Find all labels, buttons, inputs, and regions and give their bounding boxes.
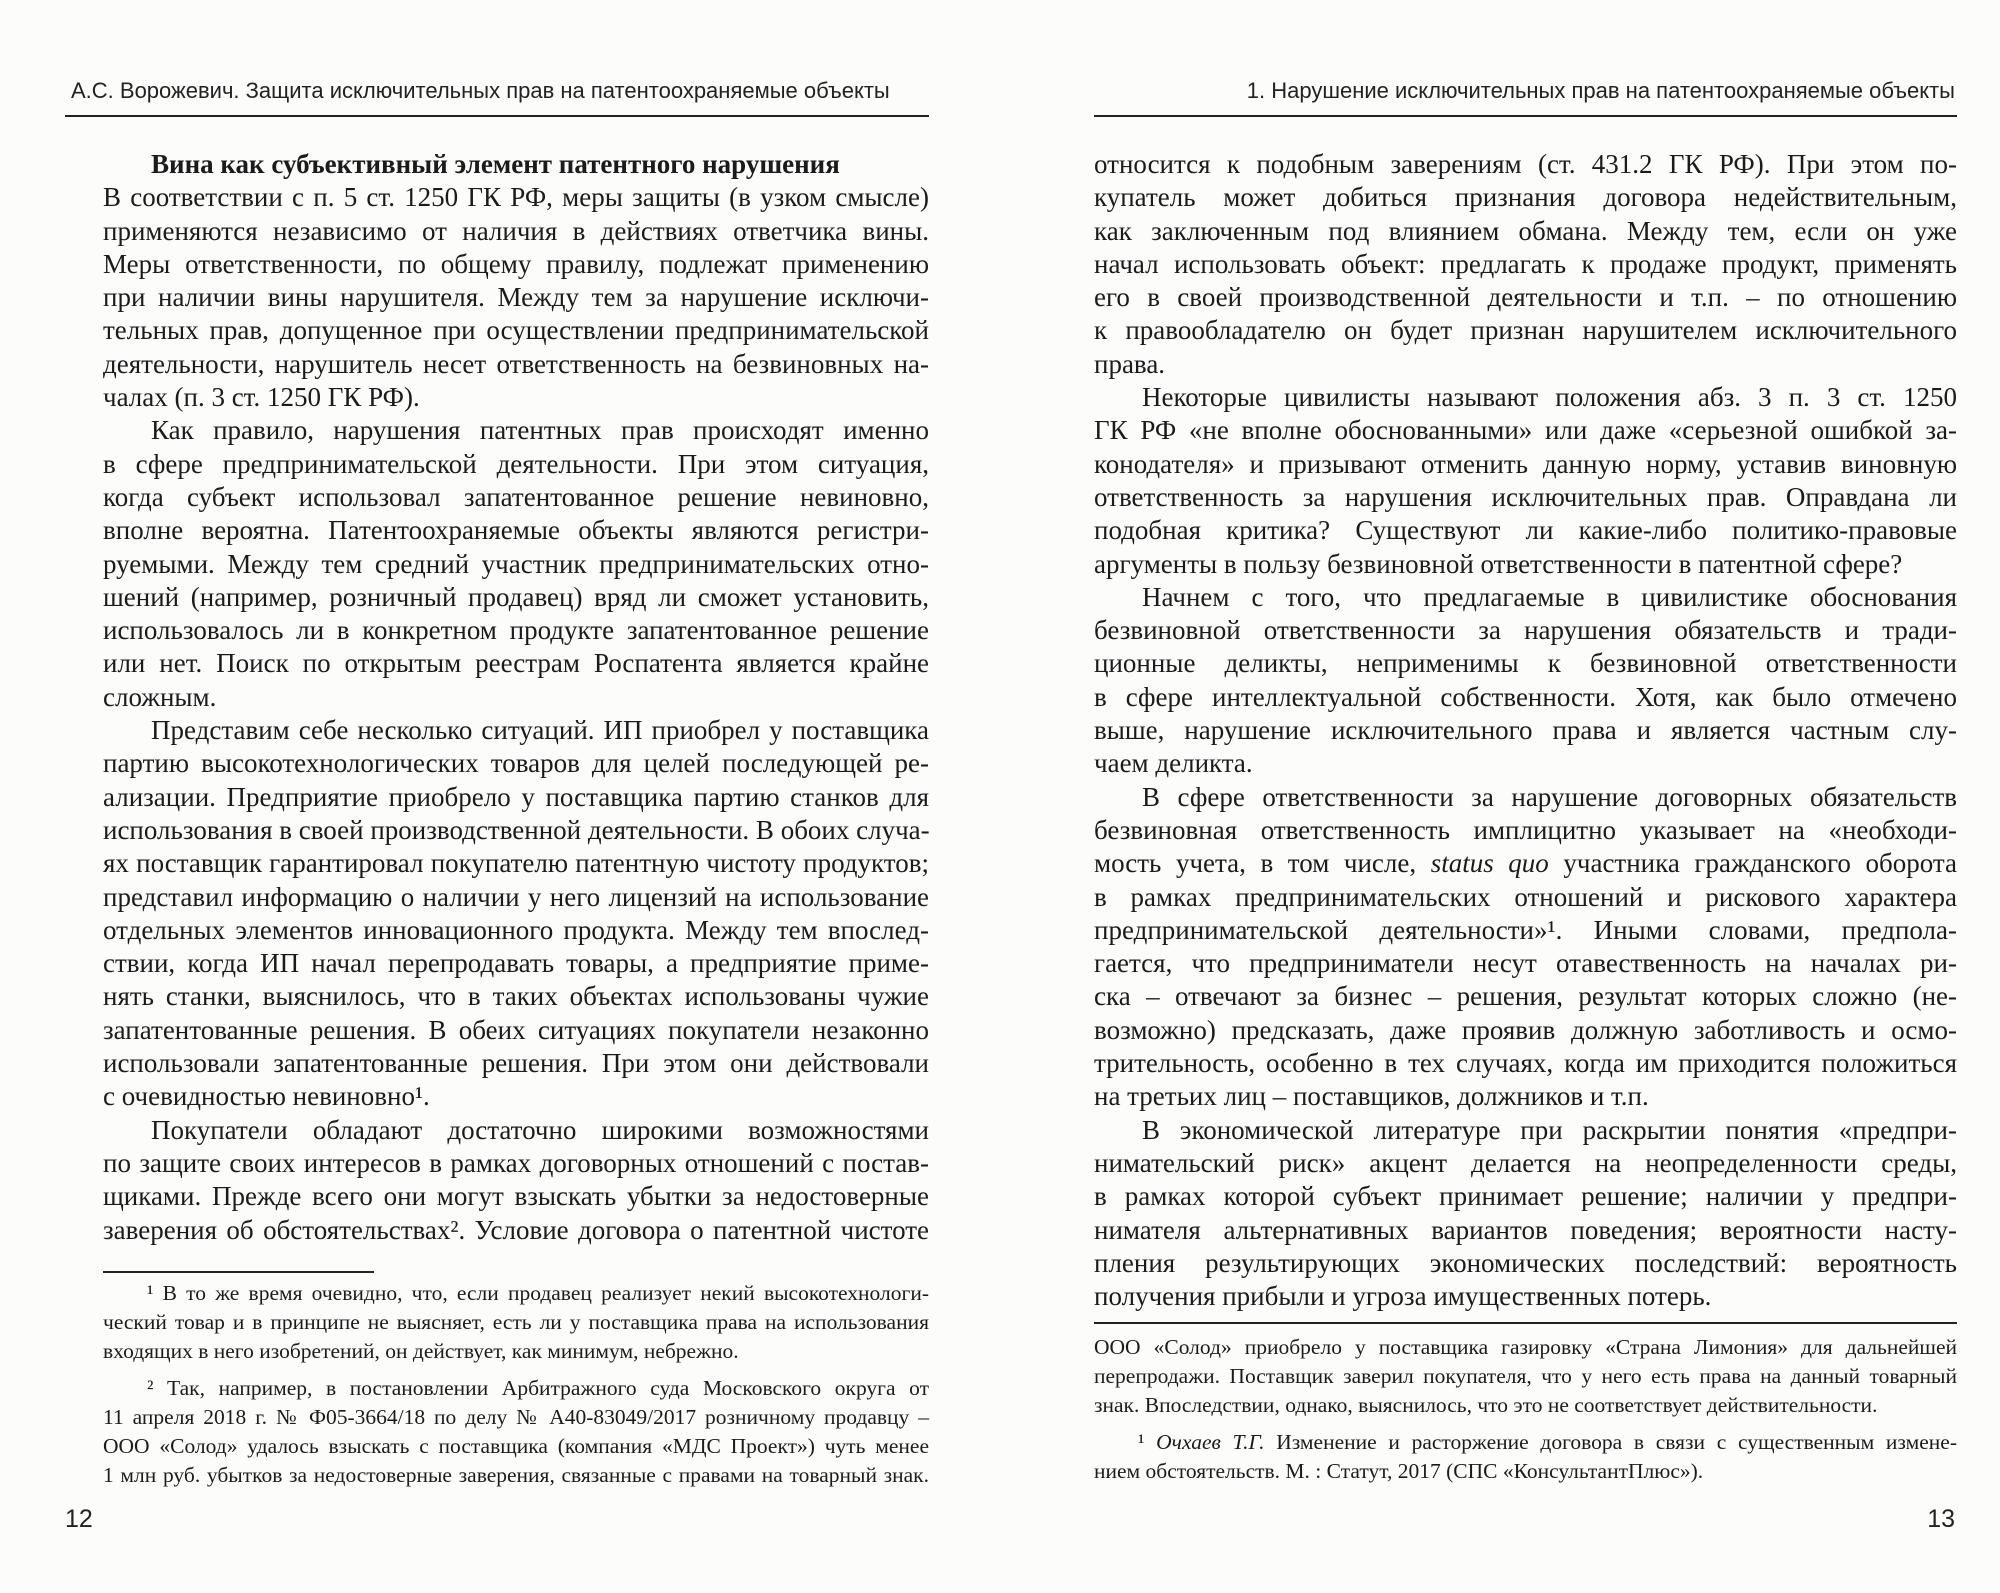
- italic-text: Очхаев Т.Г.: [1156, 1430, 1265, 1454]
- text-line: подобная критика? Существуют ли какие-либо политико-правовые: [1094, 515, 1957, 546]
- footnote-line: ческий товар и в принципе не выясняет, есть ли у поставщика права на использования: [103, 1310, 929, 1334]
- text-line: ответственность за нарушения исключительных прав. Оправдана ли: [1094, 481, 1957, 512]
- footnote-line: перепродажи. Поставщик заверил покупателя, что у него есть права на данный товарный: [1094, 1364, 1957, 1388]
- header-rule-left: [65, 115, 929, 117]
- text-line: конодателя» и призывают отменить данную норму, уставив виновную: [1094, 448, 1957, 479]
- section-heading: Вина как субъективный элемент патентного нарушения: [151, 149, 840, 179]
- text-segment: Изменение и расторжение договора в связи с существенным измене-: [1264, 1430, 1957, 1454]
- text-line: безвиновная ответственность имплицитно указывает на «необходи-: [1094, 814, 1957, 845]
- footnote-line: ООО «Солод» удалось взыскать с поставщика (компания «МДС Проект») чуть менее: [103, 1434, 929, 1458]
- text-line: с очевидностью невиновно¹.: [103, 1081, 430, 1112]
- text-line: аргументы в пользу безвиновной ответственности в патентной сфере?: [1094, 548, 1903, 579]
- text-line: нимательский риск» акцент делается на неопределенности среды,: [1094, 1147, 1957, 1178]
- text-line: сложным.: [103, 681, 217, 712]
- text-line: шений (например, розничный продавец) вряд ли сможет установить,: [103, 581, 929, 612]
- page-number-left: 12: [65, 1505, 93, 1533]
- text-line: пления результирующих экономических последствий: вероятность: [1094, 1247, 1957, 1278]
- text-line: Как правило, нарушения патентных прав происходят именно: [151, 415, 929, 446]
- footnote-separator-right: [1094, 1322, 1957, 1324]
- text-line: представил информацию о наличии у него лицензий на использование: [103, 881, 929, 912]
- footnote-line: 11 апреля 2018 г. № Ф05-3664/18 по делу № А40-83049/2017 розничному продавцу –: [103, 1405, 929, 1429]
- text-line: трительность, особенно в тех случаях, когда им приходится положиться: [1094, 1048, 1957, 1079]
- text-line: Покупатели обладают достаточно широкими возможностями: [151, 1114, 929, 1145]
- text-line: относится к подобным заверениям (ст. 431.2 ГК РФ). При этом по-: [1094, 149, 1957, 179]
- footnote-line: ООО «Солод» приобрело у поставщика газировку «Страна Лимония» для дальнейшей: [1094, 1335, 1957, 1359]
- header-rule-right: [1094, 115, 1957, 117]
- text-line: использования в своей производственной деятельности. В обоих случа-: [103, 814, 930, 845]
- text-line: купатель может добиться признания договора недействительным,: [1094, 182, 1957, 213]
- text-line: отдельных элементов инновационного продукта. Между тем впослед-: [103, 914, 929, 945]
- text-line: безвиновной ответственности за нарушения обязательств и тради-: [1094, 615, 1957, 646]
- text-line: его в своей производственной деятельности и т.п. – по отношению: [1094, 282, 1957, 313]
- text-line: чалах (п. 3 ст. 1250 ГК РФ).: [103, 382, 420, 413]
- text-line: в рамках которой субъект принимает решение; наличии у предпри-: [1094, 1181, 1957, 1212]
- footnote-line: ¹ В то же время очевидно, что, если продавец реализует некий высокотехнологи-: [147, 1281, 929, 1305]
- text-line: или нет. Поиск по открытым реестрам Роспатента является крайне: [103, 648, 929, 679]
- text-line: в рамках предпринимательских отношений и рискового характера: [1094, 881, 1957, 912]
- page-number-right: 13: [1927, 1505, 1955, 1533]
- text-line: гается, что предприниматели несут отавественность на началах ри-: [1094, 948, 1957, 979]
- text-line: вполне вероятна. Патентоохраняемые объекты являются регистри-: [103, 515, 929, 546]
- text-line: нимателя альтернативных вариантов поведения; вероятности насту-: [1094, 1214, 1957, 1245]
- text-line: получения прибыли и угроза имущественных потерь.: [1094, 1281, 1712, 1312]
- running-header-right: 1. Нарушение исключительных прав на патентоохраняемые объекты: [1246, 78, 1955, 103]
- footnote-line: входящих в него изобретений, он действует, как минимум, небрежно.: [103, 1339, 739, 1363]
- text-segment: участника гражданского оборота: [1548, 848, 1957, 879]
- text-line: в сфере предпринимательской деятельности. При этом ситуация,: [103, 448, 929, 479]
- text-line: партию высокотехнологических товаров для целей последующей ре-: [103, 748, 929, 779]
- text-line: начал использовать объект: предлагать к продаже продукт, применять: [1094, 248, 1957, 279]
- text-line: заверения об обстоятельствах². Условие договора о патентной чистоте: [103, 1214, 929, 1245]
- text-line: возможно) предсказать, даже проявив должную заботливость и осмо-: [1094, 1014, 1957, 1045]
- text-line: деятельности, нарушитель несет ответственность на безвиновных на-: [103, 348, 929, 379]
- footnote-line: [1094, 1428, 1957, 1457]
- body-text-right: [1094, 148, 1957, 1313]
- text-line: при наличии вины нарушителя. Между тем за нарушение исключи-: [103, 282, 929, 313]
- footnote-line: 1 млн руб. убытков за недостоверные заверения, связанные с правами на товарный знак.: [103, 1463, 929, 1487]
- footnote-separator-left: [103, 1271, 374, 1273]
- text-line: права.: [1094, 348, 1166, 379]
- text-line: чаем деликта.: [1094, 748, 1253, 779]
- text-segment: ¹: [1138, 1430, 1157, 1454]
- text-line: Начнем с того, что предлагаемые в цивилистике обоснования: [1142, 581, 1957, 612]
- text-line: тельных прав, допущенное при осуществлении предпринимательской: [103, 315, 929, 346]
- text-line: ях поставщик гарантировал покупателю патентную чистоту продуктов;: [103, 848, 929, 879]
- text-line: когда субъект использовал запатентованное решение невиновно,: [103, 481, 929, 512]
- text-line: Некоторые цивилисты называют положения абз. 3 п. 3 ст. 1250: [1142, 382, 1957, 413]
- text-line: в сфере интеллектуальной собственности. Хотя, как было отмечено: [1094, 681, 1957, 712]
- footnotes-left: [103, 1279, 929, 1490]
- text-line: ска – отвечают за бизнес – решения, результат которых сложно (не-: [1094, 981, 1957, 1012]
- text-line: к правообладателю он будет признан нарушителем исключительного: [1094, 315, 1957, 346]
- text-line: по защите своих интересов в рамках договорных отношений с постав-: [103, 1147, 929, 1178]
- text-line: руемыми. Между тем средний участник предпринимательских отно-: [103, 548, 929, 579]
- text-line: ализации. Предприятие приобрело у поставщика партию станков для: [103, 781, 929, 812]
- text-line: использовалось ли в конкретном продукте запатентованное решение: [103, 615, 929, 646]
- text-line: В соответствии с п. 5 ст. 1250 ГК РФ, меры защиты (в узком смысле): [103, 182, 929, 213]
- text-line: В сфере ответственности за нарушение договорных обязательств: [1142, 781, 1957, 812]
- italic-text: status quo: [1430, 848, 1549, 879]
- text-line: ствии, когда ИП начал перепродавать товары, а предприятие приме-: [103, 948, 929, 979]
- text-segment: мость учета, в том числе,: [1094, 848, 1431, 879]
- footnote-line: знак. Впоследствии, однако, выяснилось, что это не соответствует действительности.: [1094, 1393, 1878, 1417]
- running-header-left: А.С. Ворожевич. Защита исключительных прав на патентоохраняемые объекты: [71, 78, 890, 103]
- text-line: на третьих лиц – поставщиков, должников и т.п.: [1094, 1081, 1649, 1112]
- text-line: ционные деликты, неприменимы к безвиновной ответственности: [1094, 648, 1957, 679]
- text-line: Представим себе несколько ситуаций. ИП приобрел у поставщика: [151, 715, 929, 746]
- footnote-line: нием обстоятельств. М. : Статут, 2017 (СПС «КонсультантПлюс»).: [1094, 1459, 1704, 1483]
- footnotes-right: [1094, 1333, 1957, 1486]
- body-text-left: [103, 148, 929, 1247]
- text-line: ГК РФ «не вполне обоснованными» или даже «серьезной ошибкой за-: [1094, 415, 1957, 446]
- text-line: Меры ответственности, по общему правилу, подлежат применению: [103, 248, 929, 279]
- footnote-line: ² Так, например, в постановлении Арбитражного суда Московского округа от: [147, 1376, 929, 1400]
- text-line: использовали запатентованные решения. При этом они действовали: [103, 1048, 929, 1079]
- text-line: [1094, 847, 1957, 880]
- text-line: щиками. Прежде всего они могут взыскать убытки за недостоверные: [103, 1181, 929, 1212]
- text-line: запатентованные решения. В обеих ситуациях покупатели незаконно: [103, 1014, 929, 1045]
- text-line: выше, нарушение исключительного права и является частным слу-: [1094, 715, 1957, 746]
- text-line: нять станки, выяснилось, что в таких объектах использованы чужие: [103, 981, 929, 1012]
- text-line: применяются независимо от наличия в действиях ответчика вины.: [103, 215, 929, 246]
- text-line: как заключенным под влиянием обмана. Между тем, если он уже: [1094, 215, 1957, 246]
- text-line: В экономической литературе при раскрытии понятия «предпри-: [1142, 1114, 1957, 1145]
- text-line: предпринимательской деятельности»¹. Иными словами, предпола-: [1094, 914, 1957, 945]
